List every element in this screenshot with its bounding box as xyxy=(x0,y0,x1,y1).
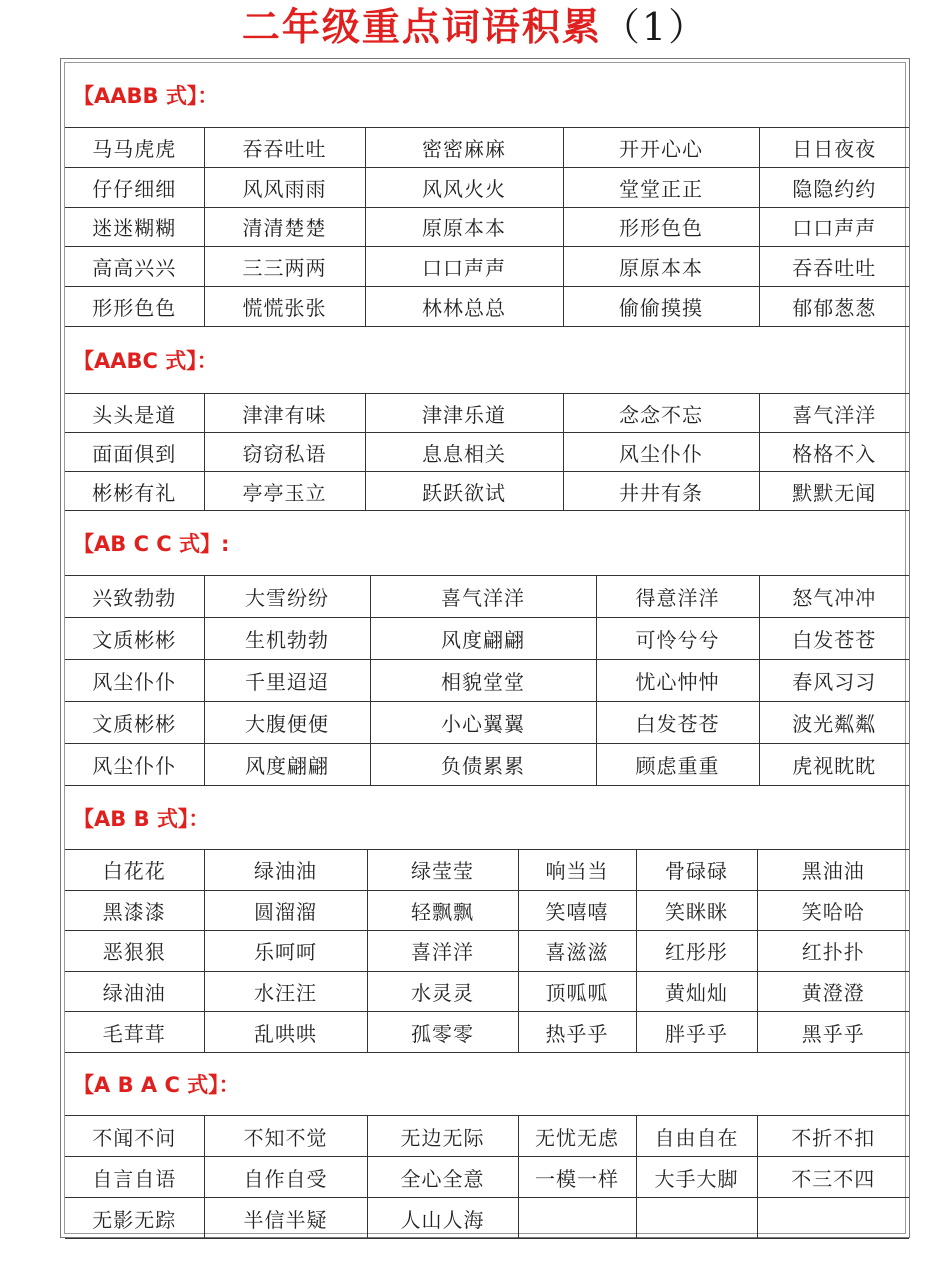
word-cell: 口口声声 xyxy=(365,247,563,287)
table-row xyxy=(65,247,909,287)
table-row xyxy=(65,167,909,207)
word-cell: 黑漆漆 xyxy=(65,890,204,931)
word-cell: 不三不四 xyxy=(757,1157,909,1198)
word-cell: 响当当 xyxy=(518,850,636,891)
word-list-inner xyxy=(64,62,906,1234)
word-cell: 忧心忡忡 xyxy=(596,660,759,702)
word-cell: 骨碌碌 xyxy=(636,850,757,891)
word-cell: 乐呵呵 xyxy=(204,931,367,972)
word-cell: 相貌堂堂 xyxy=(370,660,596,702)
word-cell: 慌慌张张 xyxy=(204,287,365,327)
word-cell: 喜滋滋 xyxy=(518,931,636,972)
table-row xyxy=(65,472,909,511)
word-cell: 红扑扑 xyxy=(757,931,909,972)
word-cell: 风风雨雨 xyxy=(204,167,365,207)
word-cell: 笑哈哈 xyxy=(757,890,909,931)
title-number: （1） xyxy=(601,5,709,49)
word-cell: 密密麻麻 xyxy=(365,128,563,168)
table-row xyxy=(65,890,909,931)
word-cell: 头头是道 xyxy=(65,394,204,433)
word-cell: 念念不忘 xyxy=(563,394,759,433)
table-abcc xyxy=(65,575,909,786)
table-row xyxy=(65,971,909,1012)
word-cell: 圆溜溜 xyxy=(204,890,367,931)
word-cell: 乱哄哄 xyxy=(204,1012,367,1053)
word-cell: 清清楚楚 xyxy=(204,207,365,247)
table-row xyxy=(65,287,909,327)
word-cell: 无影无踪 xyxy=(65,1198,204,1239)
word-cell xyxy=(518,1198,636,1239)
table-row xyxy=(65,207,909,247)
table-row xyxy=(65,660,909,702)
table-abb xyxy=(65,849,909,1053)
table-aabb xyxy=(65,127,909,327)
word-cell: 半信半疑 xyxy=(204,1198,367,1239)
word-cell: 白花花 xyxy=(65,850,204,891)
table-row xyxy=(65,1012,909,1053)
word-cell: 原原本本 xyxy=(365,207,563,247)
word-cell: 不知不觉 xyxy=(204,1116,367,1157)
word-cell: 春风习习 xyxy=(759,660,909,702)
word-cell: 生机勃勃 xyxy=(204,618,370,660)
word-cell: 顾虑重重 xyxy=(596,744,759,786)
word-cell: 白发苍苍 xyxy=(596,702,759,744)
word-cell: 文质彬彬 xyxy=(65,618,204,660)
section-heading-aabb: 【AABB 式】： xyxy=(73,84,219,108)
word-cell: 虎视眈眈 xyxy=(759,744,909,786)
word-cell xyxy=(636,1198,757,1239)
table-abac xyxy=(65,1115,909,1239)
word-cell: 风度翩翩 xyxy=(370,618,596,660)
word-cell: 得意洋洋 xyxy=(596,576,759,618)
word-cell: 高高兴兴 xyxy=(65,247,204,287)
word-cell: 默默无闻 xyxy=(759,472,909,511)
table-row xyxy=(65,850,909,891)
word-cell: 仔仔细细 xyxy=(65,167,204,207)
word-cell: 息息相关 xyxy=(365,433,563,472)
section-heading-abac: 【A B A C 式】： xyxy=(73,1073,240,1097)
word-cell: 绿油油 xyxy=(65,971,204,1012)
word-cell: 黑乎乎 xyxy=(757,1012,909,1053)
section-heading-aabc: 【AABC 式】： xyxy=(73,349,218,373)
word-cell: 笑眯眯 xyxy=(636,890,757,931)
section-heading-abb: 【AB B 式】： xyxy=(73,806,210,831)
word-cell: 日日夜夜 xyxy=(759,128,909,168)
word-cell: 开开心心 xyxy=(563,128,759,168)
word-cell: 偷偷摸摸 xyxy=(563,287,759,327)
table-row xyxy=(65,618,909,660)
word-cell: 面面俱到 xyxy=(65,433,204,472)
word-cell: 文质彬彬 xyxy=(65,702,204,744)
word-cell: 格格不入 xyxy=(759,433,909,472)
word-cell: 口口声声 xyxy=(759,207,909,247)
word-cell: 胖乎乎 xyxy=(636,1012,757,1053)
word-cell: 热乎乎 xyxy=(518,1012,636,1053)
word-cell: 津津有味 xyxy=(204,394,365,433)
word-cell: 水灵灵 xyxy=(367,971,518,1012)
word-cell: 林林总总 xyxy=(365,287,563,327)
word-cell: 大腹便便 xyxy=(204,702,370,744)
word-cell: 孤零零 xyxy=(367,1012,518,1053)
word-cell: 风尘仆仆 xyxy=(563,433,759,472)
word-cell: 亭亭玉立 xyxy=(204,472,365,511)
word-cell: 笑嘻嘻 xyxy=(518,890,636,931)
page-title xyxy=(0,4,950,50)
word-cell: 无忧无虑 xyxy=(518,1116,636,1157)
word-cell: 绿莹莹 xyxy=(367,850,518,891)
word-cell: 水汪汪 xyxy=(204,971,367,1012)
word-cell: 风度翩翩 xyxy=(204,744,370,786)
word-cell: 隐隐约约 xyxy=(759,167,909,207)
word-cell: 恶狠狠 xyxy=(65,931,204,972)
word-cell: 形形色色 xyxy=(563,207,759,247)
word-cell: 波光粼粼 xyxy=(759,702,909,744)
word-cell: 原原本本 xyxy=(563,247,759,287)
word-cell: 绿油油 xyxy=(204,850,367,891)
word-cell: 全心全意 xyxy=(367,1157,518,1198)
word-cell: 三三两两 xyxy=(204,247,365,287)
table-row xyxy=(65,394,909,433)
word-cell: 白发苍苍 xyxy=(759,618,909,660)
word-cell: 彬彬有礼 xyxy=(65,472,204,511)
word-cell: 喜气洋洋 xyxy=(759,394,909,433)
word-cell: 千里迢迢 xyxy=(204,660,370,702)
word-cell: 风风火火 xyxy=(365,167,563,207)
word-cell: 一模一样 xyxy=(518,1157,636,1198)
word-cell: 无边无际 xyxy=(367,1116,518,1157)
word-cell: 大手大脚 xyxy=(636,1157,757,1198)
word-cell: 毛茸茸 xyxy=(65,1012,204,1053)
word-cell: 跃跃欲试 xyxy=(365,472,563,511)
word-cell: 红彤彤 xyxy=(636,931,757,972)
word-cell: 自由自在 xyxy=(636,1116,757,1157)
table-row xyxy=(65,931,909,972)
table-row xyxy=(65,702,909,744)
word-cell: 形形色色 xyxy=(65,287,204,327)
word-cell: 负债累累 xyxy=(370,744,596,786)
table-aabc xyxy=(65,393,909,511)
word-cell: 风尘仆仆 xyxy=(65,660,204,702)
word-cell: 不闻不问 xyxy=(65,1116,204,1157)
word-cell: 吞吞吐吐 xyxy=(759,247,909,287)
table-row xyxy=(65,1116,909,1157)
word-cell: 堂堂正正 xyxy=(563,167,759,207)
word-cell: 黄澄澄 xyxy=(757,971,909,1012)
table-row xyxy=(65,1157,909,1198)
table-row xyxy=(65,1198,909,1239)
word-cell: 不折不扣 xyxy=(757,1116,909,1157)
word-cell: 喜气洋洋 xyxy=(370,576,596,618)
word-cell: 轻飘飘 xyxy=(367,890,518,931)
word-cell: 郁郁葱葱 xyxy=(759,287,909,327)
section-heading-abcc: 【AB C C 式】: xyxy=(73,532,230,556)
word-cell: 黄灿灿 xyxy=(636,971,757,1012)
word-cell: 可怜兮兮 xyxy=(596,618,759,660)
table-row xyxy=(65,128,909,168)
table-row xyxy=(65,576,909,618)
word-cell: 迷迷糊糊 xyxy=(65,207,204,247)
word-cell: 风尘仆仆 xyxy=(65,744,204,786)
word-cell: 井井有条 xyxy=(563,472,759,511)
word-cell: 大雪纷纷 xyxy=(204,576,370,618)
word-list-frame xyxy=(60,58,910,1238)
title-main: 二年级重点词语积累 xyxy=(241,4,602,49)
word-cell: 小心翼翼 xyxy=(370,702,596,744)
word-cell: 顶呱呱 xyxy=(518,971,636,1012)
word-cell: 吞吞吐吐 xyxy=(204,128,365,168)
word-cell: 怒气冲冲 xyxy=(759,576,909,618)
word-cell: 自言自语 xyxy=(65,1157,204,1198)
word-cell: 自作自受 xyxy=(204,1157,367,1198)
table-row xyxy=(65,433,909,472)
word-cell: 黑油油 xyxy=(757,850,909,891)
word-cell xyxy=(757,1198,909,1239)
word-cell: 窃窃私语 xyxy=(204,433,365,472)
word-cell: 津津乐道 xyxy=(365,394,563,433)
word-cell: 喜洋洋 xyxy=(367,931,518,972)
table-row xyxy=(65,744,909,786)
word-cell: 兴致勃勃 xyxy=(65,576,204,618)
word-cell: 马马虎虎 xyxy=(65,128,204,168)
word-cell: 人山人海 xyxy=(367,1198,518,1239)
